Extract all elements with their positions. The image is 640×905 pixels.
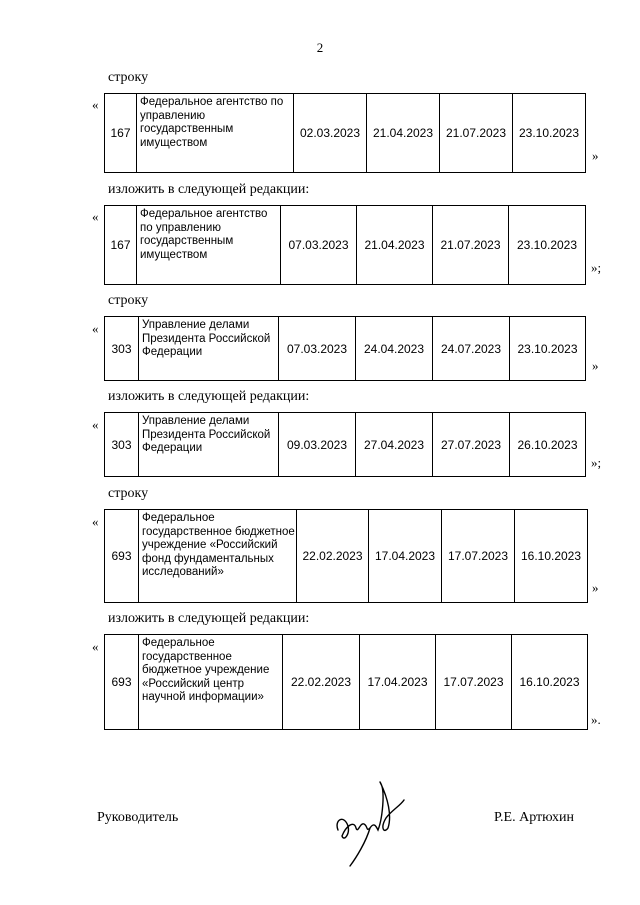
date-4: 23.10.2023	[509, 206, 586, 285]
open-quote: «	[92, 514, 99, 529]
row-number: 167	[105, 94, 137, 173]
date-3: 24.07.2023	[433, 317, 510, 381]
date-1: 07.03.2023	[281, 206, 357, 285]
row-number: 303	[105, 317, 139, 381]
open-quote: «	[92, 639, 99, 654]
organization-name: Федеральное государственное бюджетное учреждение «Российский центр научной информации»	[139, 635, 283, 730]
open-quote: «	[92, 417, 99, 432]
date-4: 26.10.2023	[510, 413, 586, 477]
date-2: 21.04.2023	[367, 94, 440, 173]
table-row	[104, 509, 588, 603]
label-izlozhit: изложить в следующей редакции:	[108, 182, 310, 197]
open-quote: «	[92, 97, 99, 112]
close-quote: »;	[591, 455, 602, 470]
date-2: 21.04.2023	[357, 206, 433, 285]
organization-name: Федеральное агентство по управлению государственным имуществом	[137, 94, 294, 173]
label-stroku: строку	[108, 293, 149, 308]
date-2: 27.04.2023	[356, 413, 433, 477]
organization-name: Федеральное государственное бюджетное учреждение «Российский фонд фундаментальных исследований»	[139, 510, 297, 603]
label-izlozhit: изложить в следующей редакции:	[108, 611, 310, 626]
date-1: 22.02.2023	[297, 510, 369, 603]
close-quote: »	[592, 148, 599, 163]
table-row	[104, 316, 586, 381]
date-1: 22.02.2023	[283, 635, 360, 730]
date-3: 27.07.2023	[433, 413, 510, 477]
row-number: 693	[105, 510, 139, 603]
table-row	[104, 412, 586, 477]
date-1: 09.03.2023	[279, 413, 356, 477]
close-quote: »	[592, 580, 599, 595]
organization-name: Федеральное агентство по управлению государственным имуществом	[137, 206, 281, 285]
date-4: 16.10.2023	[515, 510, 588, 603]
date-4: 16.10.2023	[512, 635, 588, 730]
date-3: 17.07.2023	[436, 635, 512, 730]
date-1: 02.03.2023	[294, 94, 367, 173]
signatory-name: Р.Е. Артюхин	[494, 810, 575, 825]
date-4: 23.10.2023	[513, 94, 586, 173]
label-stroku: строку	[108, 486, 149, 501]
organization-name: Управление делами Президента Российской Федерации	[139, 317, 279, 381]
row-number: 303	[105, 413, 139, 477]
open-quote: «	[92, 209, 99, 224]
table-row	[104, 93, 586, 173]
page-number: 2	[316, 40, 324, 55]
date-4: 23.10.2023	[510, 317, 586, 381]
label-izlozhit: изложить в следующей редакции:	[108, 389, 310, 404]
row-number: 167	[105, 206, 137, 285]
date-1: 07.03.2023	[279, 317, 356, 381]
table-row	[104, 634, 588, 730]
date-2: 17.04.2023	[360, 635, 436, 730]
date-3: 17.07.2023	[442, 510, 515, 603]
date-3: 21.07.2023	[440, 94, 513, 173]
table-row	[104, 205, 586, 285]
date-2: 24.04.2023	[356, 317, 433, 381]
label-stroku: строку	[108, 70, 149, 85]
organization-name: Управление делами Президента Российской Федерации	[139, 413, 279, 477]
close-quote: »;	[591, 260, 602, 275]
close-quote: »	[592, 358, 599, 373]
row-number: 693	[105, 635, 139, 730]
date-2: 17.04.2023	[369, 510, 442, 603]
close-quote: ».	[591, 712, 601, 727]
date-3: 21.07.2023	[433, 206, 509, 285]
signatory-position: Руководитель	[97, 810, 179, 825]
signature-image	[330, 770, 415, 870]
open-quote: «	[92, 321, 99, 336]
